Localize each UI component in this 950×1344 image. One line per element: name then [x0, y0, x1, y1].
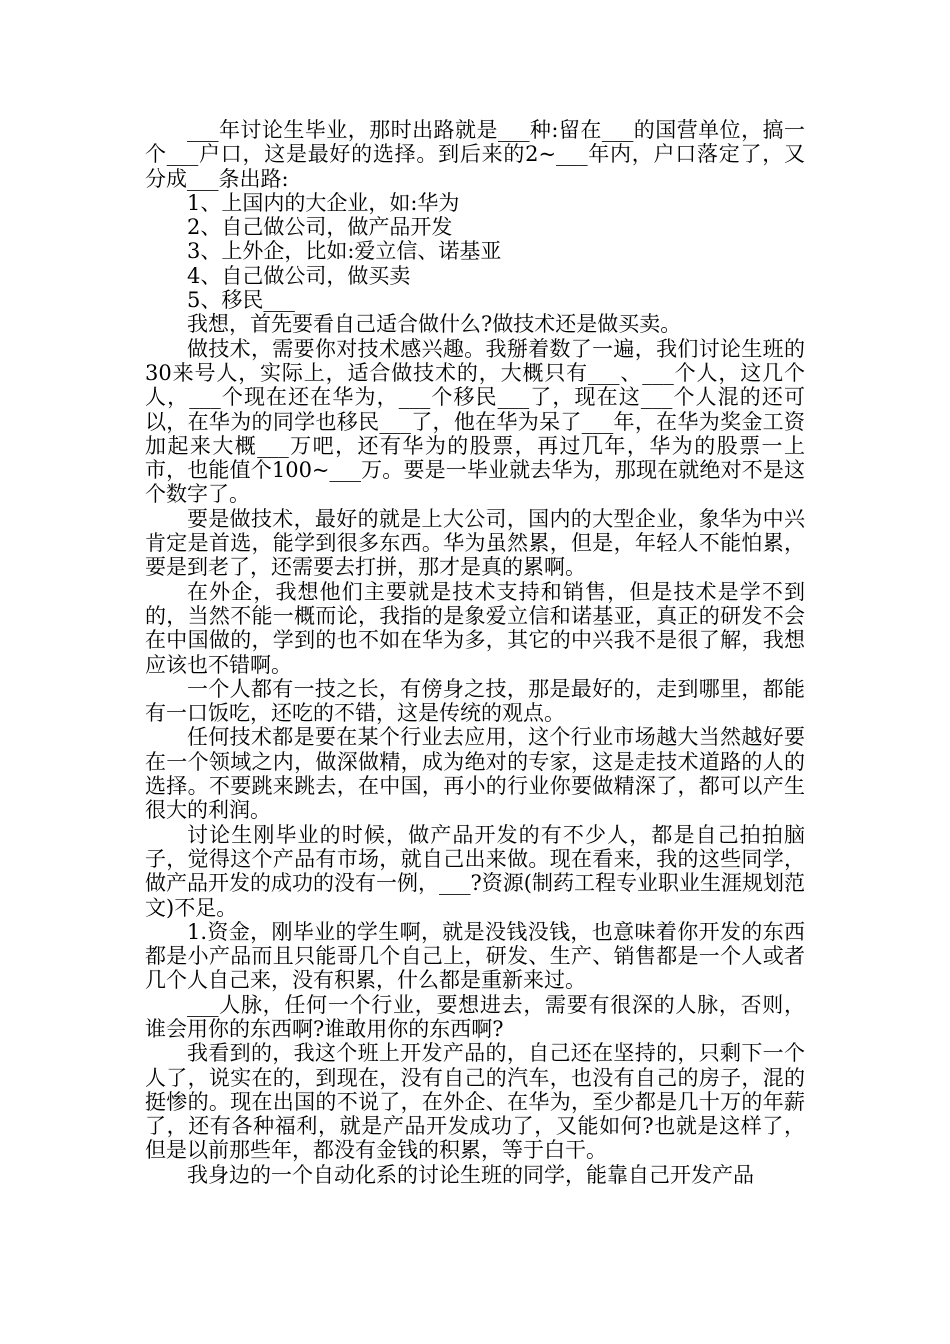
list-item-2: 2、自己做公司，做产品开发 — [187, 215, 453, 240]
paragraph-funding: 1.资金，刚毕业的学生啊，就是没钱没钱，也意味着你开发的东西都是小产品而且只能哥几个自己上，研发、生产、销售都是一个人或者几个人自己来，没有积累，什么都是重新来过。 — [145, 919, 805, 993]
paragraph-industry: 任何技术都是要在某个行业去应用，这个行业市场越大当然越好要在一个领域之内，做深做精，成为绝对的专家，这是走技术道路的人的选择。不要跳来跳去，在中国，再小的行业你要做精深了，都可以产生很大的利润。 — [145, 725, 805, 823]
paragraph-question: 我想，首先要看自己适合做什么?做技术还是做买卖。 — [187, 312, 682, 337]
paragraph-classmate: 我身边的一个自动化系的讨论生班的同学，能靠自己开发产品 — [187, 1162, 754, 1187]
list-item-5: 5、移民___ — [187, 288, 295, 313]
paragraph-technology: 做技术，需要你对技术感兴趣。我掰着数了一遍，我们讨论生班的30来号人，实际上，适合做技术的，大概只有___、___个人，这几个人，___个现在还在华为，___个移民___了，现在这___个人混的还可以，在华为的同学也移民___了，他在华为呆了___年，在华为奖金工资加起来大概___万吧，还有华为的股票，再过几年，华为的股票一上市，也能值个100~___万。要是一毕业就去华为，那现在就绝对不是这个数字了。 — [145, 336, 805, 507]
paragraph-foreign-company: 在外企，我想他们主要就是技术支持和销售，但是技术是学不到的，当然不能一概而论，我指的是象爱立信和诺基亚，真正的研发不会在中国做的，学到的也不如在华为多，其它的中兴我不是很了解，我想应该也不错啊。 — [145, 579, 805, 677]
paragraph-skill: 一个人都有一技之长，有傍身之技，那是最好的，走到哪里，都能有一口饭吃，还吃的不错，这是传统的观点。 — [145, 676, 805, 726]
list-item-1: 1、上国内的大企业，如:华为 — [187, 190, 460, 215]
paragraph-big-company: 要是做技术，最好的就是上大公司，国内的大型企业，象华为中兴肯定是首选，能学到很多东西。华为虽然累，但是，年轻人不能怕累，要是到老了，还需要去打拼，那才是真的累啊。 — [145, 506, 805, 580]
paragraph-product-dev: 讨论生刚毕业的时候，做产品开发的有不少人，都是自己拍拍脑子，觉得这个产品有市场，就自己出来做。现在看来，我的这些同学，做产品开发的成功的没有一例，___?资源(制药工程专业职业生涯规划范文)不足。 — [145, 822, 805, 920]
list-item-3: 3、上外企，比如:爱立信、诺基亚 — [187, 239, 502, 264]
list-item-4: 4、自己做公司，做买卖 — [187, 263, 411, 288]
document-page — [145, 118, 805, 1187]
paragraph-observation: 我看到的，我这个班上开发产品的，自己还在坚持的，只剩下一个人了，说实在的，到现在，没有自己的汽车，也没有自己的房子，混的挺惨的。现在出国的不说了，在外企、在华为，至少都是几十万的年薪了，还有各种福利，就是产品开发成功了，又能如何?也就是这样了，但是以前那些年，都没有金钱的积累，等于白干。 — [145, 1041, 805, 1163]
paragraph-intro: ___年讨论生毕业，那时出路就是___种:留在___的国营单位，搞一个___户口，这是最好的选择。到后来的2~___年内，户口落定了，又分成___条出路: — [145, 118, 805, 191]
paragraph-network: ___人脉，任何一个行业，要想进去，需要有很深的人脉，否则，谁会用你的东西啊?谁敢用你的东西啊? — [145, 992, 805, 1041]
